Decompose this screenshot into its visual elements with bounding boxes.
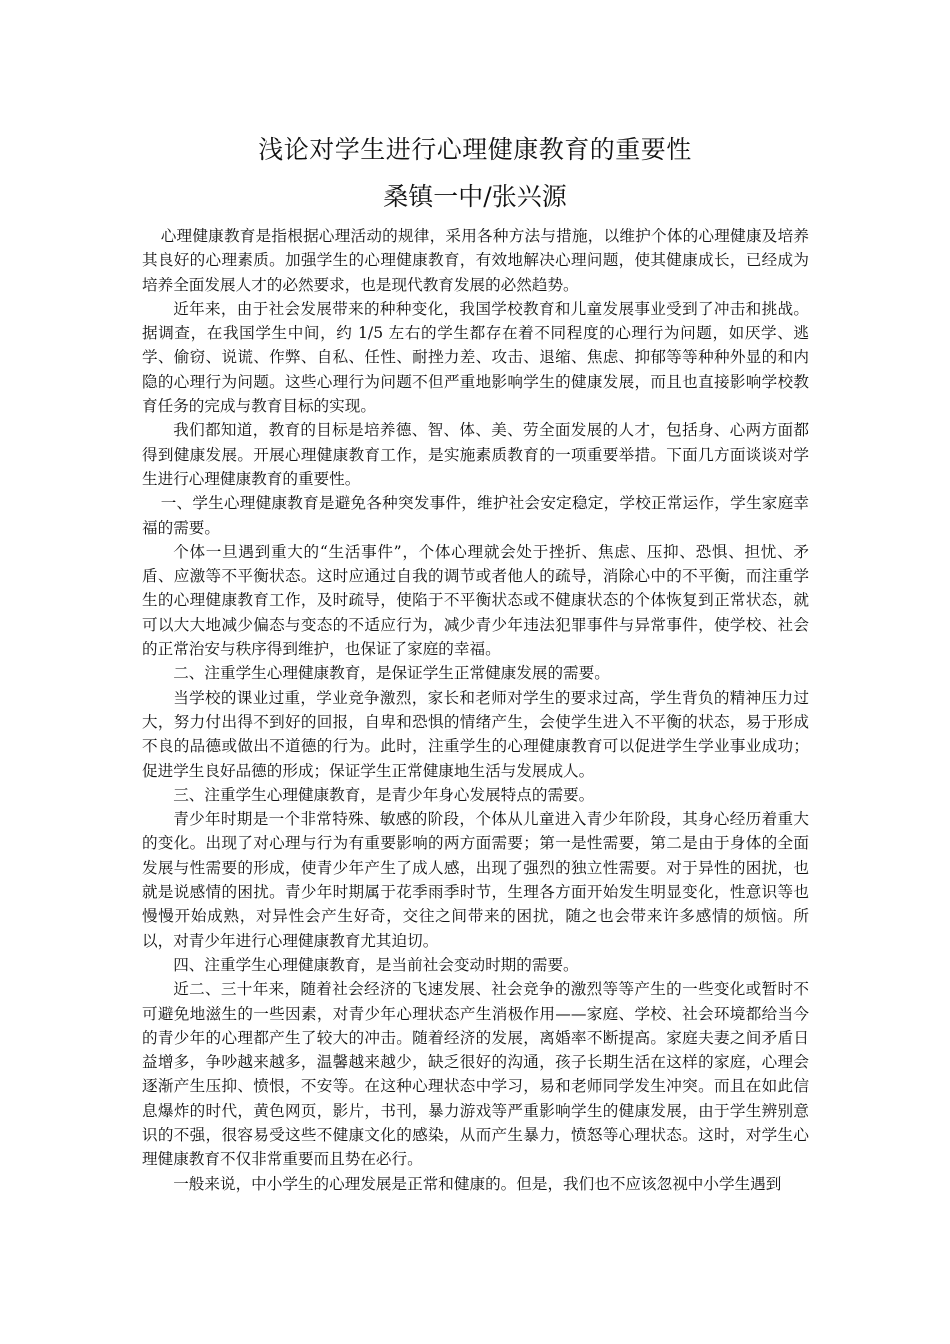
paragraph: 我们都知道，教育的目标是培养德、智、体、美、劳全面发展的人才，包括身、心两方面都得到健康发展。开展心理健康教育工作，是实施素质教育的一项重要举措。下面几方面谈谈对学生进行心理健康教育的重要性。 xyxy=(142,421,809,488)
document-title: 浅论对学生进行心理健康教育的重要性 xyxy=(258,135,692,164)
paragraph: 个体一旦遇到重大的“生活事件”，个体心理就会处于挫折、焦虑、压抑、恐惧、担忧、矛盾、应激等不平衡状态。这时应通过自我的调节或者他人的疏导，消除心中的不平衡，而注重学生的心理健康教育工作，及时疏导，使陷于不平衡状态或不健康状态的个体恢复到正常状态，就可以大大地减少偏态与变态的不适应行为，减少青少年违法犯罪事件与异常事件，使学校、社会的正常治安与秩序得到维护，也保证了家庭的幸福。 xyxy=(142,542,809,659)
section-heading: 三、注重学生心理健康教育，是青少年身心发展特点的需要。 xyxy=(173,785,595,804)
document-author: 桑镇一中/张兴源 xyxy=(383,182,567,211)
paragraph: 心理健康教育是指根据心理活动的规律，采用各种方法与措施，以维护个体的心理健康及培养其良好的心理素质。加强学生的心理健康教育，有效地解决心理问题，使其健康成长，已经成为培养全面发展人才的必然要求，也是现代教育发展的必然趋势。 xyxy=(142,227,809,294)
paragraph: 近年来，由于社会发展带来的种种变化，我国学校教育和儿童发展事业受到了冲击和挑战。据调查，在我国学生中间，约 1/5 左右的学生都存在着不同程度的心理行为问题，如厌学、逃学、偷窃、说谎、作弊、自私、任性、耐挫力差、攻击、退缩、焦虑、抑郁等等种种外显的和内隐的心理行为问题。这些心理行为问题不但严重地影响学生的健康发展，而且也直接影响学校教育任务的完成与教育目标的实现。 xyxy=(142,299,809,416)
document-body xyxy=(142,224,809,1196)
section-heading: 四、注重学生心理健康教育，是当前社会变动时期的需要。 xyxy=(173,955,579,974)
paragraph: 青少年时期是一个非常特殊、敏感的阶段，个体从儿童进入青少年阶段，其身心经历着重大的变化。出现了对心理与行为有重要影响的两方面需要；第一是性需要，第二是由于身体的全面发展与性需要的形成，使青少年产生了成人感，出现了强烈的独立性需要。对于异性的困扰，也就是说感情的困扰。青少年时期属于花季雨季时节，生理各方面开始发生明显变化，性意识等也慢慢开始成熟，对异性会产生好奇，交往之间带来的困扰，随之也会带来许多感情的烦恼。所以，对青少年进行心理健康教育尤其迫切。 xyxy=(142,810,809,950)
paragraph: 当学校的课业过重，学业竞争激烈，家长和老师对学生的要求过高，学生背负的精神压力过大，努力付出得不到好的回报，自卑和恐惧的情绪产生，会使学生进入不平衡的状态，易于形成不良的品德或做出不道德的行为。此时，注重学生的心理健康教育可以促进学生学业事业成功；促进学生良好品德的形成；保证学生正常健康地生活与发展成人。 xyxy=(142,688,809,780)
paragraph: 近二、三十年来，随着社会经济的飞速发展、社会竞争的激烈等等产生的一些变化或暂时不可避免地滋生的一些因素，对青少年心理状态产生消极作用——家庭、学校、社会环境都给当今的青少年的心理都产生了较大的冲击。随着经济的发展，离婚率不断提高。家庭夫妻之间矛盾日益增多，争吵越来越多，温馨越来越少，缺乏很好的沟通，孩子长期生活在这样的家庭，心理会逐渐产生压抑、愤恨，不安等。在这种心理状态中学习，易和老师同学发生冲突。而且在如此信息爆炸的时代，黄色网页，影片，书刊，暴力游戏等严重影响学生的健康发展，由于学生辨别意识的不强，很容易受这些不健康文化的感染，从而产生暴力，愤怒等心理状态。这时，对学生心理健康教育不仅非常重要而且势在必行。 xyxy=(142,980,809,1169)
paragraph: 一般来说，中小学生的心理发展是正常和健康的。但是，我们也不应该忽视中小学生遇到 xyxy=(173,1174,782,1193)
section-heading: 一、学生心理健康教育是避免各种突发事件，维护社会安定稳定，学校正常运作，学生家庭幸福的需要。 xyxy=(142,494,809,537)
section-heading: 二、注重学生心理健康教育，是保证学生正常健康发展的需要。 xyxy=(173,664,610,683)
